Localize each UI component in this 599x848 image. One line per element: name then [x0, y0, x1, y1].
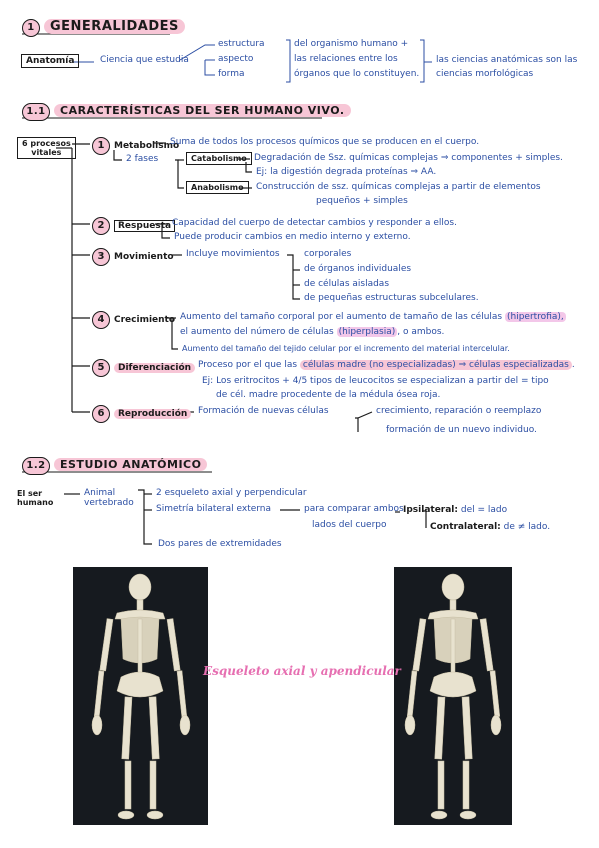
section-1-1-heading: [22, 103, 351, 121]
anabolismo-description: Construcción de ssz. químicas complejas a partir de elementos: [256, 182, 541, 192]
contralateral-value: de ≠ lado.: [503, 522, 551, 532]
process-name: Diferenciación: [114, 363, 195, 373]
section-title: GENERALIDADES: [44, 19, 185, 34]
anabolismo-label: Anabolismo: [186, 181, 249, 194]
section-1-2-heading: [22, 457, 207, 475]
metabolismo-fases: 2 fases: [126, 154, 159, 164]
section-number-badge: 1.1: [22, 103, 50, 121]
reproduccion-line-1: Formación de nuevas células: [198, 406, 329, 416]
movimiento-intro: Incluye movimientos: [186, 249, 280, 259]
anatomia-definition: Ciencia que estudia: [100, 55, 189, 65]
process-number: 3: [92, 248, 110, 266]
ipsilateral-value: del = lado: [460, 505, 508, 515]
reproduccion-result-2: formación de un nuevo individuo.: [386, 425, 537, 435]
process-metabolismo: [92, 137, 179, 155]
diferenciacion-line-1-end: .: [571, 360, 575, 370]
anatomia-term: Anatomía: [21, 54, 79, 68]
process-name: Metabolismo: [114, 141, 180, 151]
process-crecimiento: [92, 311, 175, 329]
estudio-branch-2: Simetría bilateral externa: [156, 504, 272, 514]
ipsilateral-row: [403, 505, 507, 515]
respuesta-line-1: Capacidad del cuerpo de detectar cambios y responder a ellos.: [172, 218, 457, 228]
skeleton-back-image: [394, 567, 512, 825]
aspect-structure: estructura: [218, 39, 265, 49]
crecimiento-line-2-end: , o ambos.: [397, 327, 445, 337]
anatomia-middle-line-3: órganos que lo constituyen.: [294, 69, 420, 79]
contralateral-label: Contralateral:: [430, 522, 501, 532]
anatomia-middle-line-1: del organismo humano +: [294, 39, 409, 49]
section-number-badge: 1.2: [22, 457, 50, 475]
procesos-vitales-box: [17, 137, 76, 159]
crecimiento-line-1: [180, 312, 566, 322]
skeleton-front-image: [73, 567, 208, 825]
metabolismo-description: Suma de todos los procesos químicos que se producen en el cuerpo.: [170, 137, 480, 147]
process-name: Movimiento: [114, 252, 174, 262]
estudio-branch-2c: lados del cuerpo: [312, 520, 387, 530]
process-diferenciacion: [92, 359, 195, 377]
process-reproduccion: [92, 405, 191, 423]
anatomia-right-line-1: las ciencias anatómicas son las: [436, 55, 578, 65]
procesos-label-line-2: vitales: [31, 148, 62, 157]
anatomia-right-line-2: ciencias morfológicas: [436, 69, 534, 79]
skeleton-caption: Esqueleto axial y apendicular: [203, 664, 401, 678]
animal-vertebrado: [84, 488, 134, 508]
animal-line-2: vertebrado: [84, 498, 134, 508]
process-number: 4: [92, 311, 110, 329]
reproduccion-result-1: crecimiento, reparación o reemplazo: [376, 406, 542, 416]
section-1-heading: [22, 19, 185, 37]
movimiento-item-2: de órganos individuales: [304, 264, 412, 274]
section-number-badge: 1: [22, 19, 40, 37]
movimiento-item-3: de células aisladas: [304, 279, 390, 289]
process-movimiento: [92, 248, 174, 266]
contralateral-row: [430, 522, 550, 532]
process-name: Crecimiento: [114, 315, 176, 325]
crecimiento-line-2-text: el aumento del número de células: [180, 327, 334, 337]
process-respuesta: [92, 217, 175, 235]
movimiento-item-4: de pequeñas estructuras subcelulares.: [304, 293, 479, 303]
catabolismo-description: Degradación de Ssz. químicas complejas ⇒ componentes + simples.: [254, 153, 563, 163]
animal-line-1: Animal: [84, 488, 116, 498]
aspect-appearance: aspecto: [218, 54, 254, 64]
ipsilateral-label: Ipsilateral:: [403, 505, 458, 515]
ser-humano-line-2: humano: [17, 498, 54, 507]
hipertrofia-term: (hipertrofia),: [506, 312, 564, 322]
hiperplasia-term: (hiperplasia): [338, 327, 396, 337]
anatomia-middle-line-2: las relaciones entre los: [294, 54, 398, 64]
catabolismo-label: Catabolismo: [186, 152, 252, 165]
movimiento-item-1: corporales: [304, 249, 352, 259]
ser-humano-line-1: El ser: [17, 489, 43, 498]
section-title: ESTUDIO ANATÓMICO: [54, 458, 207, 471]
process-number: 1: [92, 137, 110, 155]
catabolismo-example: Ej: la digestión degrada proteínas ⇒ AA.: [256, 167, 437, 177]
crecimiento-line-2: [180, 327, 444, 337]
diferenciacion-line-3: de cél. madre procedente de la médula ósea roja.: [216, 390, 441, 400]
process-number: 2: [92, 217, 110, 235]
crecimiento-line-1-text: Aumento del tamaño corporal por el aumento de tamaño de las células: [180, 312, 503, 322]
diferenciacion-line-2: Ej: Los eritrocitos + 4/5 tipos de leucocitos se especializan a partir del = tipo: [202, 376, 549, 386]
ser-humano-label: [17, 489, 53, 507]
diferenciacion-line-1-text: Proceso por el que las: [198, 360, 298, 370]
process-name: Respuesta: [114, 220, 175, 232]
process-name: Reproducción: [114, 409, 191, 419]
respuesta-line-2: Puede producir cambios en medio interno y externo.: [174, 232, 411, 242]
estudio-branch-3: Dos pares de extremidades: [158, 539, 282, 549]
anabolismo-description-2: pequeños + simples: [316, 196, 408, 206]
procesos-label-line-1: 6 procesos: [22, 139, 71, 148]
process-number: 5: [92, 359, 110, 377]
aspect-form: forma: [218, 69, 245, 79]
stem-cell-phrase: células madre (no especializadas) ⇒ células especializadas: [300, 360, 572, 370]
process-number: 6: [92, 405, 110, 423]
estudio-branch-2b: para comparar ambos: [304, 504, 404, 514]
estudio-branch-1: 2 esqueleto axial y perpendicular: [156, 488, 307, 498]
skeleton-back-icon: [394, 567, 512, 825]
skeleton-front-icon: [73, 567, 208, 825]
crecimiento-line-3: Aumento del tamaño del tejido celular por el incremento del material intercelular.: [182, 344, 510, 353]
section-title: CARACTERÍSTICAS DEL SER HUMANO VIVO.: [54, 104, 351, 117]
diferenciacion-line-1: [198, 360, 575, 370]
